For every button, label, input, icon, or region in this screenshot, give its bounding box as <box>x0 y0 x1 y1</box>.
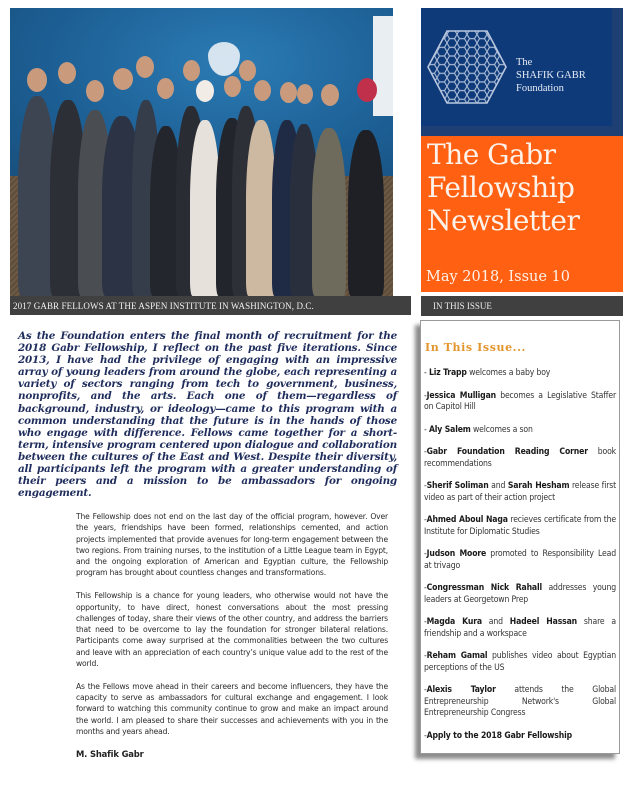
newsletter-masthead <box>421 136 623 292</box>
title-line-1: The Gabr <box>427 138 556 171</box>
group-photo <box>10 8 393 296</box>
photo-caption: 2017 GABR FELLOWS AT THE ASPEN INSTITUTE IN WASHINGTON, D.C. <box>10 296 411 315</box>
title-line-2: Fellowship <box>427 171 575 204</box>
newsletter-title <box>427 138 579 237</box>
toc-list <box>424 368 616 742</box>
title-line-3: Newsletter <box>427 204 580 237</box>
toc-item-text: share a friendship and a workspace <box>424 617 616 639</box>
toc-item-name: Hadeel Hassan <box>509 617 578 627</box>
table-of-contents <box>420 320 620 754</box>
foundation-name-line1: The <box>516 57 533 68</box>
letter-paragraph: As the Fellows move ahead in their careers and become influencers, they have the capacity to serve as ambassadors for cultural exchange and engagement. I look forward to watching this community continue to grow and make an impact around the world. I am pleased to share their successes and achievements with you in the months and years ahead. <box>76 681 388 737</box>
intro-paragraph: As the Foundation enters the final month of recruitment for the 2018 Gabr Fellowship, I reflect on the past five iterations. Since 2013, I have had the privilege of engaging with an impressive array of young leaders from around the globe, each representing a variety of sectors ranging from tech to government, business, nonprofits, and the arts. Each one of them—regardless of background, industry, or ideology—came to this program with a common understanding that the future is in the hands of those who engage with difference. Fellows came together for a short-term, intensive program centered upon dialogue and collaboration between the cultures of the East and West. Despite their diversity, all participants left the program with a greater understanding of their peers and a mission to be ambassadors for ongoing engagement. <box>18 330 397 500</box>
toc-item[interactable] <box>424 651 616 674</box>
toc-item-text: - <box>424 481 427 491</box>
toc-item[interactable] <box>424 731 616 743</box>
hexagon-pattern-icon <box>427 30 507 104</box>
toc-item-text: recieves certificate from the Institute for Diplomatic Studies <box>424 515 616 537</box>
toc-item-name: Alexis Taylor <box>426 685 496 695</box>
toc-item-name: Apply to the 2018 Gabr Fellowship <box>426 730 572 741</box>
toc-item[interactable] <box>424 447 616 470</box>
toc-item-text: - <box>424 549 427 559</box>
toc-item-name: Sherif Soliman <box>426 481 489 491</box>
toc-item-name: Magda Kura <box>426 617 482 627</box>
toc-item-name: Sarah Hesham <box>507 481 570 491</box>
toc-item-text: - <box>424 368 429 378</box>
toc-item-name: Ahmed Aboul Naga <box>426 515 508 525</box>
toc-item-text: promoted to Responsibility Lead at trivago <box>424 549 616 571</box>
toc-item-text: - <box>424 730 427 741</box>
toc-item[interactable] <box>424 368 616 380</box>
toc-item-text: - <box>424 685 427 695</box>
foundation-logo-panel <box>421 8 612 126</box>
toc-item-text: release first video as part of their action project <box>424 481 617 503</box>
toc-item-text: - <box>424 651 427 661</box>
toc-item-name: Congressman Nick Rahall <box>426 583 542 593</box>
foundation-name-line3: Foundation <box>516 83 564 94</box>
toc-item-name: Aly Salem <box>428 424 471 435</box>
toc-item-text: - <box>424 515 427 525</box>
toc-item-text: welcomes a baby boy <box>466 368 551 378</box>
toc-item[interactable] <box>424 617 616 640</box>
toc-item[interactable] <box>424 685 616 720</box>
toc-item[interactable] <box>424 515 616 538</box>
toc-item-text: - <box>424 424 429 435</box>
toc-item-text: and <box>481 617 510 627</box>
toc-item-name: Jessica Mulligan <box>426 390 496 401</box>
toc-item[interactable] <box>424 481 616 504</box>
toc-item-text: addresses young leaders at Georgetown Prep <box>424 583 616 605</box>
toc-item-name: Liz Trapp <box>428 368 467 378</box>
toc-item-text: becomes a Legislative Staffer on Capitol Hill <box>424 390 617 412</box>
toc-item-text: - <box>424 617 427 627</box>
toc-item-text: book recommendations <box>424 447 616 469</box>
toc-item[interactable] <box>424 549 616 572</box>
foundation-name <box>516 56 586 95</box>
foundation-name-line2: SHAFIK GABR <box>516 70 586 81</box>
toc-item-text: - <box>424 583 427 593</box>
toc-item-name: Judson Moore <box>426 549 487 559</box>
toc-item-text: welcomes a son <box>470 424 533 435</box>
letter-paragraph: This Fellowship is a chance for young leaders, who otherwise would not have the opportunity, to have direct, honest conversations about the most pressing challenges of today, share their views of the other country, and address the barriers that need to be overcome to lay the foundation for stronger bilateral relations. Participants come away surprised at the commonalities between the two cultures and leave with an appreciation of each country’s unique value add to the rest of the world. <box>76 591 388 669</box>
toc-item-text: and <box>488 481 508 491</box>
issue-date: May 2018, Issue 10 <box>426 269 571 285</box>
toc-item-text: publishes video about Egyptian perceptions of the US <box>424 651 616 673</box>
toc-item[interactable] <box>424 425 616 437</box>
letter-body <box>76 511 388 760</box>
signature: M. Shafik Gabr <box>76 748 144 759</box>
toc-item-text: attends the Global Entrepreneurship Network's Global Entrepreneurship Congress <box>424 685 616 718</box>
photo-window <box>373 16 393 116</box>
letter-paragraph: The Fellowship does not end on the last day of the official program, however. Over the years, friendships have been formed, relationships cemented, and action projects implemented that provide avenues for long-term engagement between the two regions. From training nurses, to the institution of a Little League team in Egypt, and the ongoing exploration of American and Egyptian culture, the Fellowship program has brought about countless changes and transformations. <box>76 512 388 578</box>
foundation-logo-block <box>421 8 623 136</box>
toc-item-text: - <box>424 390 427 401</box>
toc-item-name: Gabr Foundation Reading Corner <box>426 447 588 457</box>
toc-item-name: Reham Gamal <box>426 651 488 661</box>
toc-item[interactable] <box>424 391 616 414</box>
toc-item[interactable] <box>424 583 616 606</box>
toc-heading: In This Issue... <box>425 341 526 354</box>
toc-item-text: - <box>424 447 427 457</box>
in-this-issue-bar: IN THIS ISSUE <box>421 296 623 316</box>
